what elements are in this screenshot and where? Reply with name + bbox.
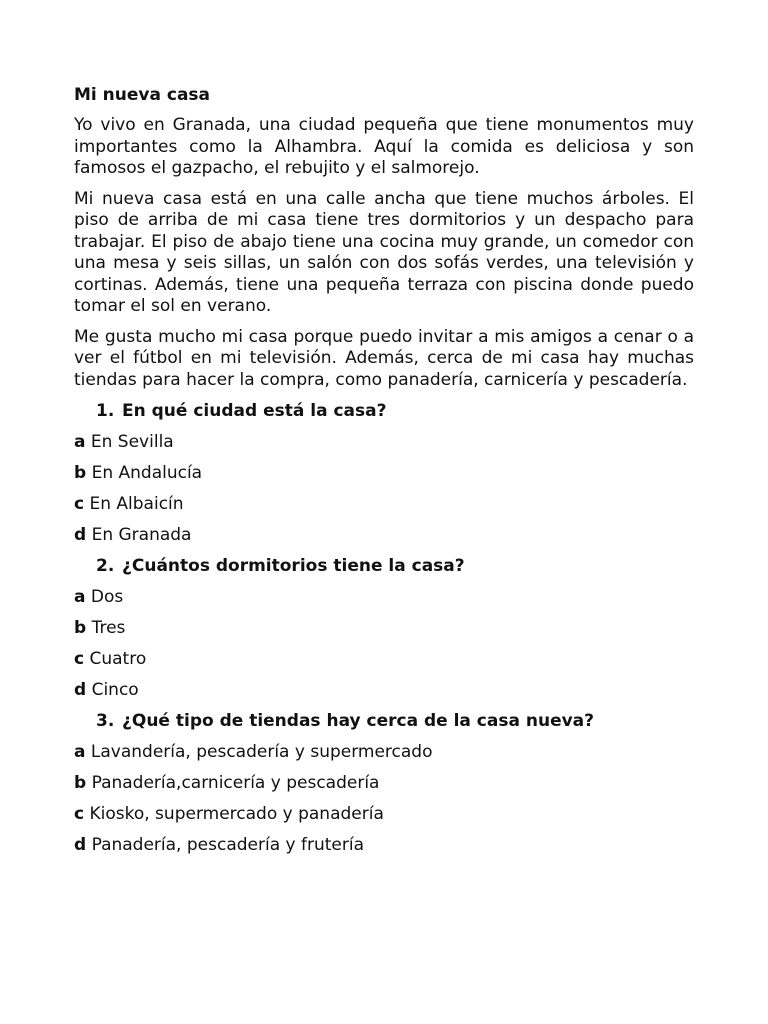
option-letter: a — [74, 742, 86, 762]
option-letter: a — [74, 587, 86, 607]
option-text: En Granada — [91, 525, 192, 545]
option-1d — [74, 524, 694, 546]
option-text: Panadería,carnicería y pescadería — [91, 773, 380, 793]
question-text: ¿Cuántos dormitorios tiene la casa? — [122, 556, 465, 576]
document-title: Mi nueva casa — [74, 85, 211, 105]
question-text: ¿Qué tipo de tiendas hay cerca de la casa nueva? — [122, 711, 595, 731]
option-2a — [74, 586, 694, 608]
option-text: Cuatro — [89, 649, 147, 669]
paragraph-3: Me gusta mucho mi casa porque puedo invitar a mis amigos a cenar o a ver el fútbol en mi televisión. Además, cerca de mi casa hay muchas tiendas para hacer la compra, como panadería, carnicería y pescadería. — [74, 326, 694, 390]
paragraph-1: Yo vivo en Granada, una ciudad pequeña que tiene monumentos muy importantes como la Alhambra. Aquí la comida es deliciosa y son famosos el gazpacho, el rebujito y el salmorejo. — [74, 115, 694, 178]
option-letter: c — [74, 494, 85, 514]
option-2d — [74, 679, 694, 701]
option-3a — [74, 741, 694, 763]
question-number: 3. — [96, 711, 115, 731]
option-letter: d — [74, 680, 87, 700]
option-letter: c — [74, 804, 85, 824]
option-3c — [74, 803, 694, 825]
option-letter: b — [74, 773, 87, 793]
option-text: Panadería, pescadería y frutería — [91, 835, 364, 855]
option-letter: a — [74, 432, 86, 452]
option-text: Dos — [90, 587, 124, 607]
question-number: 1. — [96, 401, 115, 421]
option-2c — [74, 648, 694, 670]
question-number: 2. — [96, 556, 115, 576]
option-letter: b — [74, 463, 87, 483]
question-2 — [74, 555, 694, 577]
option-text: En Albaicín — [89, 494, 184, 514]
option-2b — [74, 617, 694, 639]
question-1 — [74, 400, 694, 422]
option-text: Lavandería, pescadería y supermercado — [90, 742, 433, 762]
option-1c — [74, 493, 694, 515]
question-text: En qué ciudad está la casa? — [122, 401, 387, 421]
option-text: En Andalucía — [91, 463, 203, 483]
option-1a — [74, 431, 694, 453]
option-letter: d — [74, 835, 87, 855]
option-3b — [74, 772, 694, 794]
option-text: Kiosko, supermercado y panadería — [89, 804, 384, 824]
option-text: Cinco — [91, 680, 139, 700]
option-3d — [74, 834, 694, 856]
question-3 — [74, 710, 694, 732]
option-1b — [74, 462, 694, 484]
paragraph-2: Mi nueva casa está en una calle ancha que tiene muchos árboles. El piso de arriba de mi casa tiene tres dormitorios y un despacho para trabajar. El piso de abajo tiene una cocina muy grande, un comedor con una mesa y seis sillas, un salón con dos sofás verdes, una televisión y cortinas. Además, tiene una pequeña terraza con piscina donde puedo tomar el sol en verano. — [74, 188, 694, 316]
option-letter: d — [74, 525, 87, 545]
option-text: En Sevilla — [90, 432, 174, 452]
option-text: Tres — [91, 618, 126, 638]
option-letter: c — [74, 649, 85, 669]
option-letter: b — [74, 618, 87, 638]
